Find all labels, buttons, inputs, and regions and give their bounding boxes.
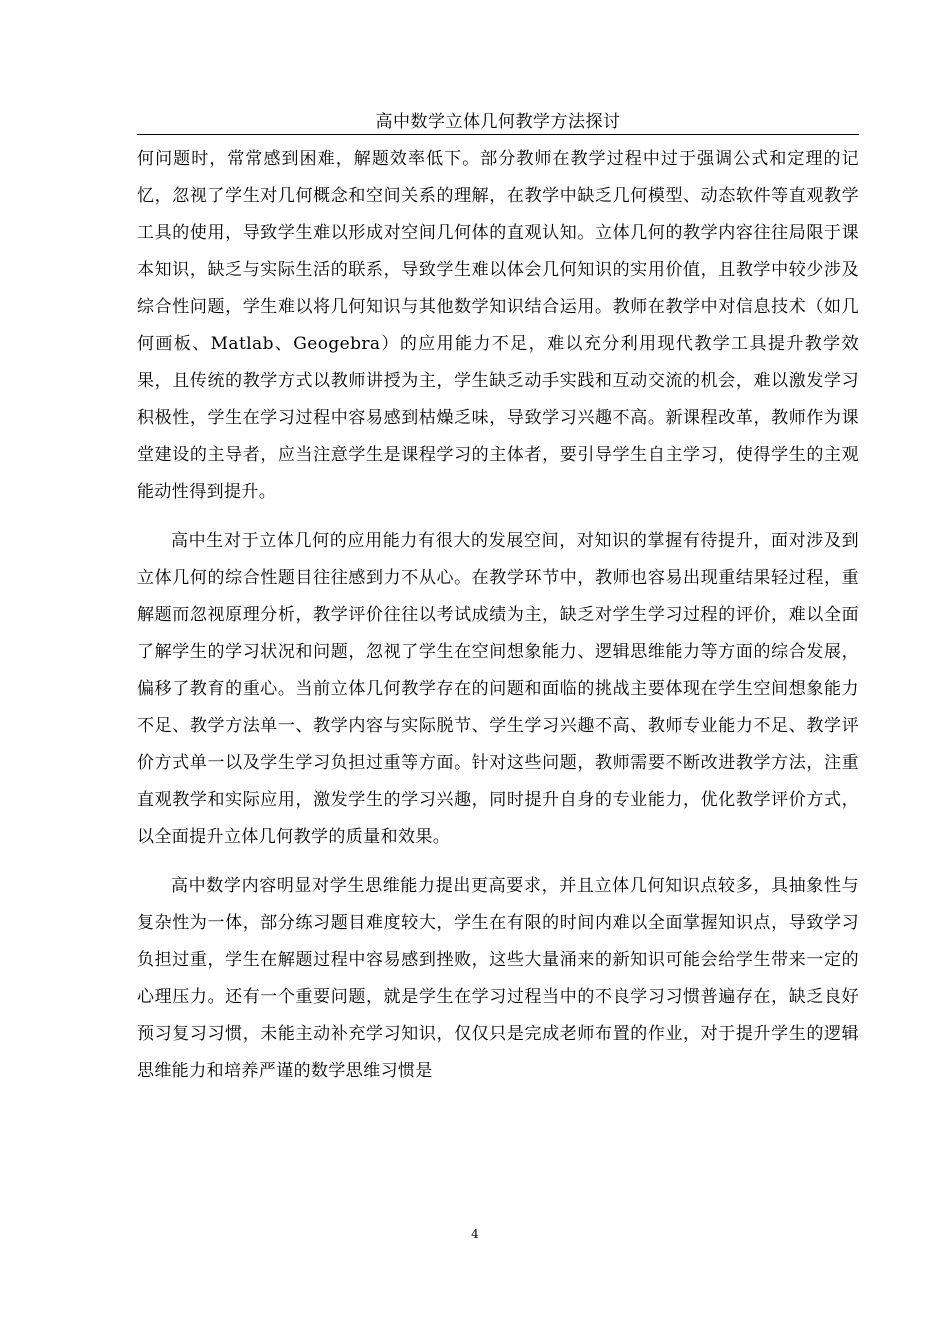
header-divider xyxy=(137,134,859,135)
body-text xyxy=(137,141,859,1090)
page-number: 4 xyxy=(471,1227,479,1241)
paragraph-continued: 何问题时，常常感到困难，解题效率低下。部分教师在教学过程中过于强调公式和定理的记忆，忽视了学生对几何概念和空间关系的理解，在教学中缺乏几何模型、动态软件等直观教学工具的使用，导致学生难以形成对空间几何体的直观认知。立体几何的教学内容往往局限于课本知识，缺乏与实际生活的联系，导致学生难以体会几何知识的实用价值，且教学中较少涉及综合性问题，学生难以将几何知识与其他数学知识结合运用。教师在教学中对信息技术（如几何画板、Matlab、Geogebra）的应用能力不足，难以充分利用现代教学工具提升教学效果，且传统的教学方式以教师讲授为主，学生缺乏动手实践和互动交流的机会，难以激发学习积极性，学生在学习过程中容易感到枯燥乏味，导致学习兴趣不高。新课程改革，教师作为课堂建设的主导者，应当注意学生是课程学习的主体者，要引导学生自主学习，使得学生的主观能动性得到提升。 xyxy=(137,149,859,502)
running-header-title: 高中数学立体几何教学方法探讨 xyxy=(375,112,621,132)
paragraph: 高中生对于立体几何的应用能力有很大的发展空间，对知识的掌握有待提升，面对涉及到立体几何的综合性题目往往感到力不从心。在教学环节中，教师也容易出现重结果轻过程，重解题而忽视原理分析，教学评价往往以考试成绩为主，缺乏对学生学习过程的评价，难以全面了解学生的学习状况和问题，忽视了学生在空间想象能力、逻辑思维能力等方面的综合发展，偏移了教育的重心。当前立体几何教学存在的问题和面临的挑战主要体现在学生空间想象能力不足、教学方法单一、教学内容与实际脱节、学生学习兴趣不高、教师专业能力不足、教学评价方式单一以及学生学习负担过重等方面。针对这些问题，教师需要不断改进教学方法，注重直观教学和实际应用，激发学生的学习兴趣，同时提升自身的专业能力，优化教学评价方式，以全面提升立体几何教学的质量和效果。 xyxy=(137,531,859,847)
paragraph: 高中数学内容明显对学生思维能力提出更高要求，并且立体几何知识点较多，具抽象性与复杂性为一体，部分练习题目难度较大，学生在有限的时间内难以全面掌握知识点，导致学习负担过重，学生在解题过程中容易感到挫败，这些大量涌来的新知识可能会给学生带来一定的心理压力。还有一个重要问题，就是学生在学习过程当中的不良学习习惯普遍存在，缺乏良好预习复习习惯，未能主动补充学习知识，仅仅只是完成老师布置的作业，对于提升学生的逻辑思维能力和培养严谨的数学思维习惯是 xyxy=(137,876,859,1081)
